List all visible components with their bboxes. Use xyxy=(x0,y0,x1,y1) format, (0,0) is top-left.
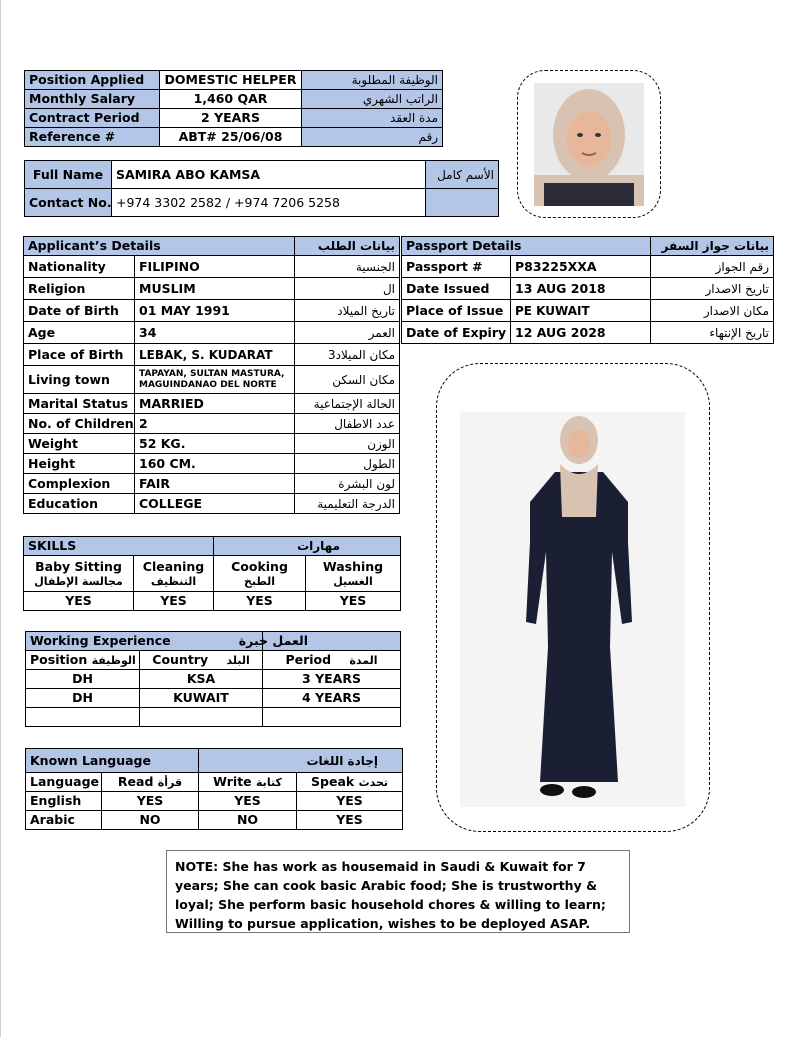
note-box: NOTE: She has work as housemaid in Saudi & Kuwait for 7 years; She can cook basic Arabic food; She is trustworthy & loyal; She perform basic household chores & willing to learn; Willing to pursue application, wishes to be deployed ASAP. xyxy=(166,850,630,933)
place-of-birth-ar: مكان الميلاد3 xyxy=(295,344,400,366)
skill-cleaning-ar: التنظيف xyxy=(150,574,197,588)
nationality-ar: الجنسية xyxy=(295,256,400,278)
page-edge xyxy=(0,0,1,1037)
lang-header-write-en: Write xyxy=(213,773,252,789)
skill-baby-sitting-en: Baby Sitting xyxy=(35,558,122,574)
dob-label: Date of Birth xyxy=(24,300,135,322)
experience-table xyxy=(25,631,401,727)
complexion-value: FAIR xyxy=(135,474,295,494)
skills-title-ar: مهارات xyxy=(214,537,401,556)
experience-title-en: Working Experience xyxy=(30,633,171,648)
exp-row-period: 3 YEARS xyxy=(263,670,401,689)
skill-cooking-en: Cooking xyxy=(231,558,288,574)
place-of-issue-value: PE KUWAIT xyxy=(511,300,651,322)
exp-header-period-en: Period xyxy=(285,651,332,667)
exp-row-country: KSA xyxy=(140,670,263,689)
lang-arabic-speak: YES xyxy=(297,811,403,830)
height-value: 160 CM. xyxy=(135,454,295,474)
language-table xyxy=(25,748,403,830)
monthly-salary-value: 1,460 QAR xyxy=(160,90,302,109)
contact-ar-cell xyxy=(426,189,499,217)
age-value: 34 xyxy=(135,322,295,344)
nationality-value: FILIPINO xyxy=(135,256,295,278)
lang-english-read: YES xyxy=(102,792,199,811)
headshot-figure xyxy=(534,83,644,206)
exp-header-period xyxy=(263,651,401,670)
exp-row-position xyxy=(26,708,140,727)
date-of-expiry-ar: تاريخ الإنتهاء xyxy=(651,322,774,344)
experience-title xyxy=(26,632,308,651)
contact-label: Contact No. xyxy=(25,189,112,217)
age-ar: العمر xyxy=(295,322,400,344)
applicant-title: Applicant’s Details xyxy=(24,237,295,256)
exp-header-position-ar: الوظيفة xyxy=(91,653,136,667)
date-of-expiry-value: 12 AUG 2028 xyxy=(511,322,651,344)
skill-washing-value: YES xyxy=(306,592,401,611)
language-title-ar: إجادة اللغات xyxy=(199,749,403,773)
contract-period-ar: مدة العقد xyxy=(302,109,443,128)
exp-header-country-ar: البلد xyxy=(226,653,250,667)
lang-header-write-ar: كتابة xyxy=(256,775,282,789)
children-ar: عدد الاطفال xyxy=(295,414,400,434)
education-ar: الدرجة التعليمية xyxy=(295,494,400,514)
date-issued-label: Date Issued xyxy=(402,278,511,300)
weight-value: 52 KG. xyxy=(135,434,295,454)
date-issued-ar: تاريخ الاصدار xyxy=(651,278,774,300)
lang-header-read xyxy=(102,773,199,792)
skills-title: SKILLS xyxy=(24,537,214,556)
date-of-expiry-label: Date of Expiry xyxy=(402,322,511,344)
date-issued-value: 13 AUG 2018 xyxy=(511,278,651,300)
exp-header-period-ar: المدة xyxy=(349,653,378,667)
religion-value: MUSLIM xyxy=(135,278,295,300)
skill-cleaning-value: YES xyxy=(134,592,214,611)
language-title: Known Language xyxy=(26,749,199,773)
skill-baby-sitting xyxy=(24,556,134,592)
exp-row-position: DH xyxy=(26,670,140,689)
passport-title: Passport Details xyxy=(402,237,651,256)
religion-ar: ال xyxy=(295,278,400,300)
skill-cooking-value: YES xyxy=(214,592,306,611)
children-value: 2 xyxy=(135,414,295,434)
exp-row-country: KUWAIT xyxy=(140,689,263,708)
exp-header-position xyxy=(26,651,140,670)
passport-table xyxy=(401,236,774,344)
exp-row-period: 4 YEARS xyxy=(263,689,401,708)
skill-cooking xyxy=(214,556,306,592)
height-label: Height xyxy=(24,454,135,474)
full-name-value: SAMIRA ABO KAMSA xyxy=(112,161,426,189)
lang-english: English xyxy=(26,792,102,811)
passport-title-ar: بيانات جواز السفر xyxy=(651,237,774,256)
place-of-issue-ar: مكان الاصدار xyxy=(651,300,774,322)
skill-cleaning-en: Cleaning xyxy=(142,558,205,574)
passport-no-ar: رقم الجواز xyxy=(651,256,774,278)
complexion-ar: لون البشرة xyxy=(295,474,400,494)
applicant-title-ar: بيانات الطلب xyxy=(295,237,400,256)
reference-value: ABT# 25/06/08 xyxy=(160,128,302,147)
reference-ar: رقم xyxy=(302,128,443,147)
exp-header-country xyxy=(140,651,263,670)
height-ar: الطول xyxy=(295,454,400,474)
skill-washing-en: Washing xyxy=(322,558,384,574)
exp-header-position-en: Position xyxy=(30,651,88,667)
full-body-figure xyxy=(460,412,685,807)
skill-washing xyxy=(306,556,401,592)
skill-cleaning xyxy=(134,556,214,592)
name-table xyxy=(24,160,499,217)
children-label: No. of Children xyxy=(24,414,135,434)
contract-period-value: 2 YEARS xyxy=(160,109,302,128)
headshot-photo xyxy=(534,83,644,206)
lang-header-read-en: Read xyxy=(117,773,154,789)
full-name-label: Full Name xyxy=(25,161,112,189)
exp-header-country-en: Country xyxy=(152,651,209,667)
lang-header-speak xyxy=(297,773,403,792)
monthly-salary-label: Monthly Salary xyxy=(25,90,160,109)
position-applied-label: Position Applied xyxy=(25,71,160,90)
age-label: Age xyxy=(24,322,135,344)
complexion-label: Complexion xyxy=(24,474,135,494)
lang-english-write: YES xyxy=(199,792,297,811)
skill-baby-sitting-ar: مجالسة الإطفال xyxy=(34,574,123,588)
lang-header-read-ar: قرأة xyxy=(157,775,183,789)
position-applied-value: DOMESTIC HELPER xyxy=(160,71,302,90)
place-of-birth-label: Place of Birth xyxy=(24,344,135,366)
place-of-issue-label: Place of Issue xyxy=(402,300,511,322)
living-town-label: Living town xyxy=(24,366,135,394)
exp-row-period xyxy=(263,708,401,727)
lang-english-speak: YES xyxy=(297,792,403,811)
exp-row-country xyxy=(140,708,263,727)
lang-arabic-read: NO xyxy=(102,811,199,830)
education-label: Education xyxy=(24,494,135,514)
full-name-ar: الأسم كامل xyxy=(426,161,499,189)
lang-header-write xyxy=(199,773,297,792)
position-table xyxy=(24,70,443,147)
passport-no-label: Passport # xyxy=(402,256,511,278)
skill-washing-ar: الغسيل xyxy=(333,574,373,588)
dob-value: 01 MAY 1991 xyxy=(135,300,295,322)
experience-title-ar: العمل خبرة xyxy=(238,633,308,648)
living-town-ar: مكان السكن xyxy=(295,366,400,394)
position-applied-ar: الوظيفة المطلوبة xyxy=(302,71,443,90)
place-of-birth-value: LEBAK, S. KUDARAT xyxy=(135,344,295,366)
lang-header-speak-en: Speak xyxy=(311,773,355,789)
living-town-value: TAPAYAN, SULTAN MASTURA, MAGUINDANAO DEL NORTE xyxy=(135,366,295,394)
education-value: COLLEGE xyxy=(135,494,295,514)
applicant-table xyxy=(23,236,400,514)
reference-label: Reference # xyxy=(25,128,160,147)
religion-label: Religion xyxy=(24,278,135,300)
lang-arabic: Arabic xyxy=(26,811,102,830)
dob-ar: تاريخ الميلاد xyxy=(295,300,400,322)
marital-status-ar: الحالة الإجتماعية xyxy=(295,394,400,414)
contract-period-label: Contract Period xyxy=(25,109,160,128)
weight-ar: الوزن xyxy=(295,434,400,454)
lang-arabic-write: NO xyxy=(199,811,297,830)
exp-row-position: DH xyxy=(26,689,140,708)
marital-status-label: Marital Status xyxy=(24,394,135,414)
lang-header-language: Language xyxy=(26,773,102,792)
monthly-salary-ar: الراتب الشهري xyxy=(302,90,443,109)
lang-header-speak-ar: تحدث xyxy=(358,775,389,789)
contact-value: +974 3302 2582 / +974 7206 5258 xyxy=(112,189,426,217)
skills-table xyxy=(23,536,401,611)
marital-status-value: MARRIED xyxy=(135,394,295,414)
skill-baby-sitting-value: YES xyxy=(24,592,134,611)
skill-cooking-ar: الطبخ xyxy=(243,574,276,588)
full-body-photo xyxy=(460,412,685,807)
nationality-label: Nationality xyxy=(24,256,135,278)
passport-no-value: P83225XXA xyxy=(511,256,651,278)
weight-label: Weight xyxy=(24,434,135,454)
